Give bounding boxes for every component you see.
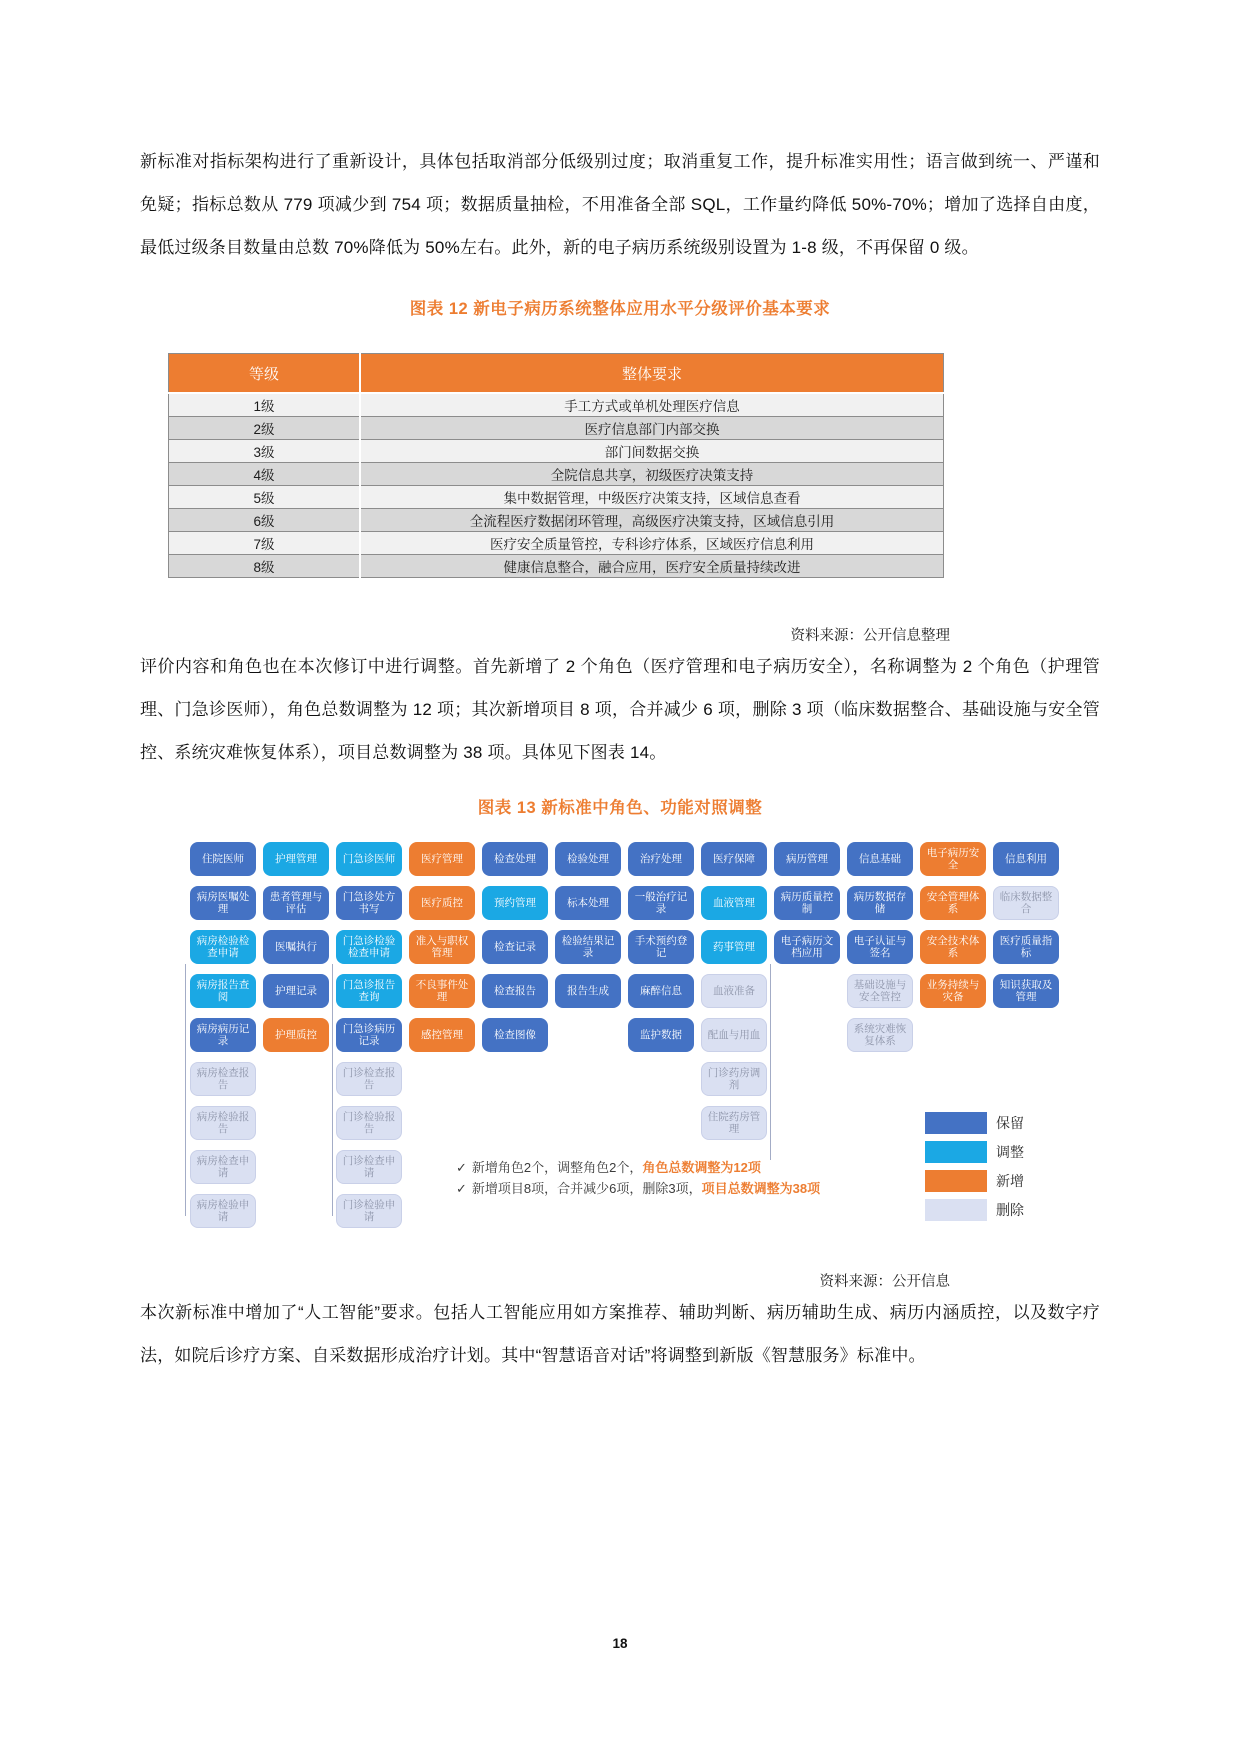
diagram-role-header: 病历管理 [774,842,840,876]
diagram-item-box: 患者管理与评估 [263,886,329,920]
diagram-item-box: 门诊检查申请 [336,1150,402,1184]
diagram-item-box: 病房检验报告 [190,1106,256,1140]
table-cell: 手工方式或单机处理医疗信息 [360,393,944,417]
diagram-item-box: 检查记录 [482,930,548,964]
check-icon: ✓ [456,1160,467,1175]
legend-swatch [925,1170,987,1192]
diagram-role-header: 信息利用 [993,842,1059,876]
diagram-item-box: 病历质量控制 [774,886,840,920]
legend-swatch [925,1199,987,1221]
diagram-notes [456,1158,820,1200]
table-cell: 医疗信息部门内部交换 [360,417,944,440]
note-text: 新增角色2个，调整角色2个， [471,1160,643,1175]
diagram-item-box: 医疗质控 [409,886,475,920]
diagram-item-box: 药事管理 [701,930,767,964]
legend-label: 删除 [996,1202,1024,1218]
table-cell: 5级 [169,486,361,509]
diagram-item-box: 临床数据整合 [993,886,1059,920]
diagram-role-header: 电子病历安全 [920,842,986,876]
table-cell: 6级 [169,509,361,532]
paragraph-role-adjustment: 评价内容和角色也在本次修订中进行调整。首先新增了 2 个角色（医疗管理和电子病历安全），名称调整为 2 个角色（护理管理、门急诊医师），角色总数调整为 12 项；其次新增项目 8 项，合并减少 6 项，删除 3 项（临床数据整合、基础设施与安全管控、系统灾难恢复体系），项目总数调整为 38 项。具体见下图表 14。 [140,657,1100,762]
table-row [169,440,944,463]
table-row [169,463,944,486]
figure13-source: 资料来源：公开信息 [819,1274,950,1290]
diagram-item-box: 病房检验申请 [190,1194,256,1228]
legend-entry [925,1170,1024,1192]
table-row [169,509,944,532]
diagram-item-box: 病房检验检查申请 [190,930,256,964]
diagram-role-header: 住院医师 [190,842,256,876]
legend-label: 保留 [996,1115,1024,1131]
diagram-item-box: 病房报告查阅 [190,974,256,1008]
table-row [169,393,944,417]
diagram-column [847,842,913,1228]
figure12-source: 资料来源：公开信息整理 [790,628,950,644]
diagram-column [336,842,402,1228]
table-cell: 全院信息共享，初级医疗决策支持 [360,463,944,486]
figure13-title: 图表 13 新标准中角色、功能对照调整 [477,799,763,817]
note-highlight: 角色总数调整为12项 [642,1160,761,1175]
legend-entry [925,1112,1024,1134]
table-cell: 4级 [169,463,361,486]
diagram-item-box: 病房病历记录 [190,1018,256,1052]
diagram-item-box: 病房检查报告 [190,1062,256,1096]
diagram-item-box: 系统灾难恢复体系 [847,1018,913,1052]
diagram-item-box: 麻醉信息 [628,974,694,1008]
diagram-item-box: 业务持续与灾备 [920,974,986,1008]
diagram-item-box: 门诊检验报告 [336,1106,402,1140]
figure12-title: 图表 12 新电子病历系统整体应用水平分级评价基本要求 [409,300,831,318]
diagram-item-box: 住院药房管理 [701,1106,767,1140]
table-cell: 医疗安全质量管控，专科诊疗体系，区域医疗信息利用 [360,532,944,555]
diagram-role-header: 检验处理 [555,842,621,876]
legend-swatch [925,1112,987,1134]
table-cell: 部门间数据交换 [360,440,944,463]
diagram-role-header: 医疗管理 [409,842,475,876]
legend-entry [925,1141,1024,1163]
diagram-role-header: 护理管理 [263,842,329,876]
diagram-item-box: 报告生成 [555,974,621,1008]
table-row [169,486,944,509]
table-row [169,555,944,578]
table-cell: 集中数据管理，中级医疗决策支持，区域信息查看 [360,486,944,509]
diagram-item-box: 门急诊报告查询 [336,974,402,1008]
legend-label: 新增 [996,1173,1024,1189]
diagram-item-box: 检查图像 [482,1018,548,1052]
diagram-item-box: 门诊检查报告 [336,1062,402,1096]
diagram-item-box: 门诊检验申请 [336,1194,402,1228]
table-cell: 3级 [169,440,361,463]
diagram-item-box: 门急诊检验检查申请 [336,930,402,964]
table-cell: 1级 [169,393,361,417]
diagram-legend [925,1112,1024,1228]
diagram-item-box: 准入与职权管理 [409,930,475,964]
diagram-role-header: 门急诊医师 [336,842,402,876]
diagram-item-box: 护理记录 [263,974,329,1008]
diagram-item-box: 门诊药房调剂 [701,1062,767,1096]
paragraph-ai-requirements: 本次新标准中增加了“人工智能”要求。包括人工智能应用如方案推荐、辅助判断、病历辅助生成、病历内涵质控，以及数字疗法，如院后诊疗方案、自采数据形成治疗计划。其中“智慧语音对话”将调整到新版《智慧服务》标准中。 [140,1303,1100,1365]
role-diagram [140,842,1100,1244]
table-header-cell: 整体要求 [360,354,944,394]
paragraph-standard-redesign: 新标准对指标架构进行了重新设计，具体包括取消部分低级别过度；取消重复工作，提升标准实用性；语言做到统一、严谨和免疑；指标总数从 779 项减少到 754 项；数据质量抽检，不用准备全部 SQL，工作量约降低 50%-70%；增加了选择自由度，最低过级条目数量由总数 70%降低为 50%左右。此外，新的电子病历系统级别设置为 1-8 级，不再保留 0 级。 [140,152,1100,257]
diagram-item-box: 监护数据 [628,1018,694,1052]
diagram-item-box: 不良事件处理 [409,974,475,1008]
table-cell: 7级 [169,532,361,555]
diagram-item-box: 门急诊处方书写 [336,886,402,920]
table-header-cell: 等级 [169,354,361,394]
page-number: 18 [612,1636,628,1651]
table-cell: 全流程医疗数据闭环管理，高级医疗决策支持，区域信息引用 [360,509,944,532]
diagram-item-box: 病历数据存储 [847,886,913,920]
check-icon: ✓ [456,1180,467,1196]
legend-entry [925,1199,1024,1221]
diagram-note-line [456,1179,820,1200]
table-cell: 2级 [169,417,361,440]
diagram-item-box: 病房检查申请 [190,1150,256,1184]
diagram-item-box: 手术预约登记 [628,930,694,964]
diagram-item-box: 检验结果记录 [555,930,621,964]
diagram-item-box: 血液准备 [701,974,767,1008]
note-text: 新增项目8项，合并减少6项，删除3项， [471,1180,702,1196]
diagram-item-box: 医疗质量指标 [993,930,1059,964]
note-highlight: 项目总数调整为38项 [701,1180,821,1196]
diagram-item-box: 血液管理 [701,886,767,920]
level-table-head [169,354,944,394]
legend-swatch [925,1141,987,1163]
diagram-role-header: 信息基础 [847,842,913,876]
diagram-item-box: 电子病历文档应用 [774,930,840,964]
diagram-item-box: 基础设施与安全管控 [847,974,913,1008]
diagram-column [190,842,256,1228]
level-table [168,353,944,578]
diagram-item-box: 安全管理体系 [920,886,986,920]
diagram-item-box: 门急诊病历记录 [336,1018,402,1052]
diagram-item-box: 标本处理 [555,886,621,920]
diagram-item-box: 感控管理 [409,1018,475,1052]
diagram-item-box: 医嘱执行 [263,930,329,964]
diagram-item-box: 安全技术体系 [920,930,986,964]
level-table-body [169,393,944,578]
diagram-item-box: 病房医嘱处理 [190,886,256,920]
diagram-role-header: 检查处理 [482,842,548,876]
connector-line [185,964,186,1216]
diagram-column [263,842,329,1228]
diagram-item-box: 配血与用血 [701,1018,767,1052]
diagram-note-line [456,1158,820,1179]
legend-label: 调整 [996,1144,1024,1160]
table-row [169,532,944,555]
table-cell: 8级 [169,555,361,578]
table-cell: 健康信息整合，融合应用，医疗安全质量持续改进 [360,555,944,578]
diagram-item-box: 护理质控 [263,1018,329,1052]
diagram-item-box: 检查报告 [482,974,548,1008]
diagram-role-header: 治疗处理 [628,842,694,876]
diagram-item-box: 知识获取及管理 [993,974,1059,1008]
diagram-item-box: 预约管理 [482,886,548,920]
diagram-role-header: 医疗保障 [701,842,767,876]
table-row [169,417,944,440]
diagram-item-box: 电子认证与签名 [847,930,913,964]
diagram-item-box: 一般治疗记录 [628,886,694,920]
